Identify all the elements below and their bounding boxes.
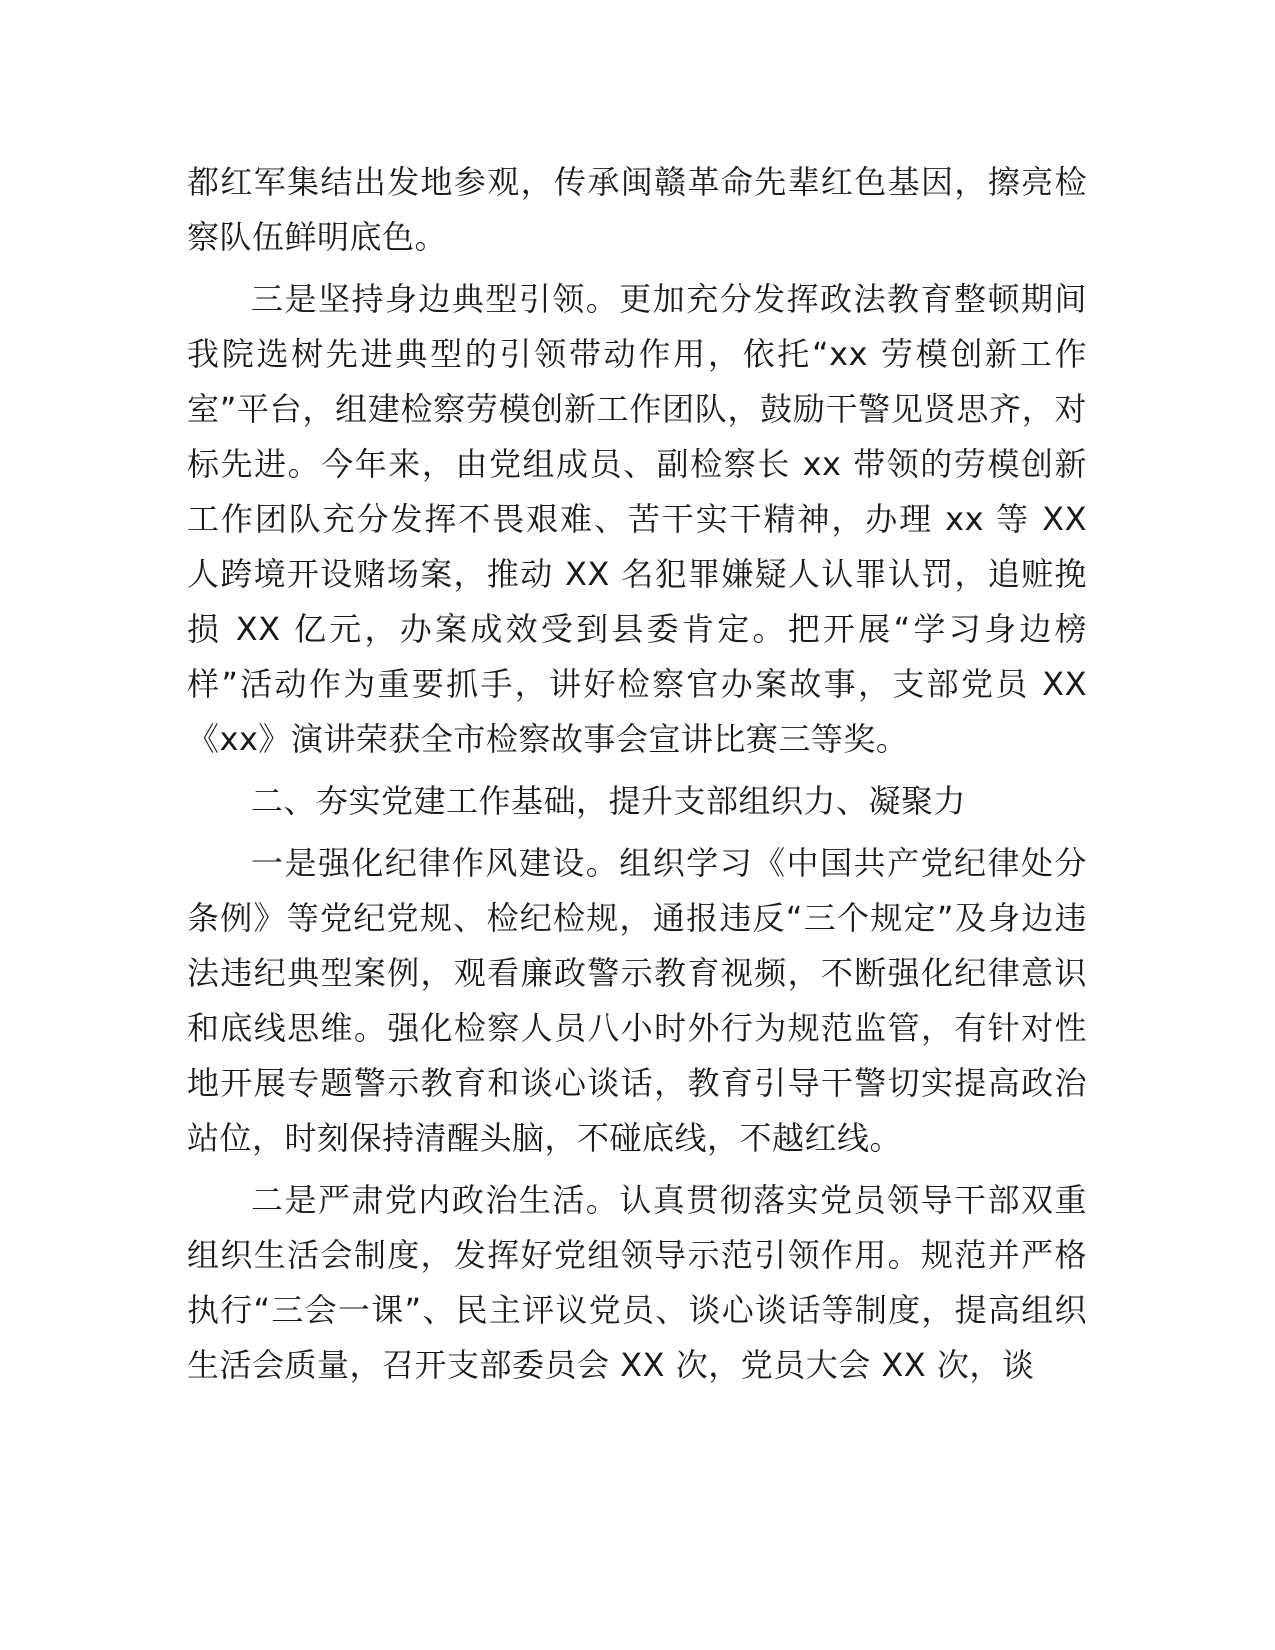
paragraph-continuation: 都红军集结出发地参观，传承闽赣革命先辈红色基因，擦亮检察队伍鲜明底色。 bbox=[187, 163, 1087, 256]
document-body bbox=[187, 155, 1087, 1400]
section-heading: 二、夯实党建工作基础，提升支部组织力、凝聚力 bbox=[251, 782, 967, 820]
paragraph-discipline: 一是强化纪律作风建设。组织学习《中国共产党纪律处分条例》等党纪党规、检纪检规，通报违反“三个规定”及身边违法违纪典型案例，观看廉政警示教育视频，不断强化纪律意识和底线思维。强化检察人员八小时外行为规范监管，有针对性地开展专题警示教育和谈心谈话，教育引导干警切实提高政治站位，时刻保持清醒头脑，不碰底线，不越红线。 bbox=[187, 844, 1087, 1157]
paragraph-party-life: 二是严肃党内政治生活。认真贯彻落实党员领导干部双重组织生活会制度，发挥好党组领导示范引领作用。规范并严格执行“三会一课”、民主评议党员、谈心谈话等制度，提高组织生活会质量，召开支部委员会 XX 次，党员大会 XX 次，谈 bbox=[187, 1181, 1087, 1384]
paragraph-typical-models: 三是坚持身边典型引领。更加充分发挥政法教育整顿期间我院选树先进典型的引领带动作用，依托“xx 劳模创新工作室”平台，组建检察劳模创新工作团队，鼓励干警见贤思齐，对标先进。今年来，由党组成员、副检察长 xx 带领的劳模创新工作团队充分发挥不畏艰难、苦干实干精神，办理 xx 等 XX 人跨境开设赌场案，推动 XX 名犯罪嫌疑人认罪认罚，追赃挽损 XX 亿元，办案成效受到县委肯定。把开展“学习身边榜样”活动作为重要抓手，讲好检察官办案故事，支部党员 XX《xx》演讲荣获全市检察故事会宣讲比赛三等奖。 bbox=[187, 280, 1087, 758]
